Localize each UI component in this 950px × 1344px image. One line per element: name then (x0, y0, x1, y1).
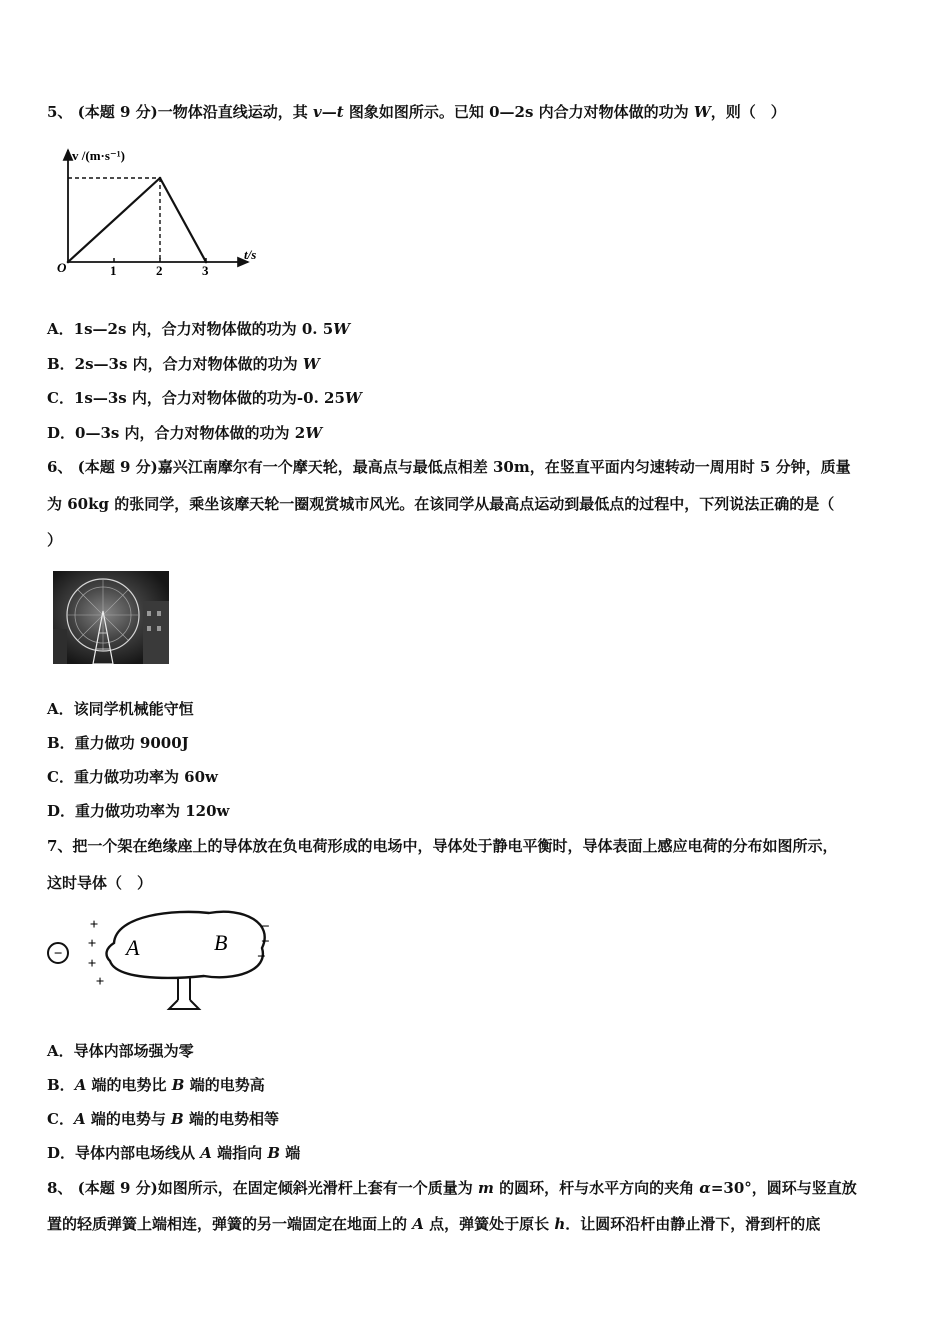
svg-text:−: − (53, 946, 63, 962)
x-tick-label-2: 2 (156, 263, 163, 275)
plus-charge-2: + (87, 936, 97, 952)
data-point-2 (159, 177, 162, 180)
q5-header: 5、 (本题 9 分)一物体沿直线运动，其 v—t 图象如图所示。已知 0—2s 内合力对物体做的功为 W，则（ ） (47, 103, 786, 121)
label-b: B (214, 930, 228, 955)
q7-option-c: C．A 端的电势与 B 端的电势相等 (47, 1110, 279, 1128)
q7-option-d: D．导体内部电场线从 A 端指向 B 端 (47, 1144, 301, 1162)
minus-charge-1: − (261, 919, 270, 935)
minus-charge-3: − (257, 949, 266, 965)
series-segment-1 (68, 178, 160, 262)
minus-charge-2: − (261, 934, 270, 950)
y-axis-label: v /(m·s⁻¹) (72, 148, 126, 163)
q6-line-2: 为 60kg 的张同学，乘坐该摩天轮一圈观赏城市风光。在该同学从最高点运动到最低点的过程中，下列说法正确的是（ (47, 495, 835, 513)
plus-charge-1: + (89, 917, 99, 933)
x-tick-label-3: 3 (202, 263, 209, 275)
q6-option-b: B．重力做功 9000J (47, 734, 189, 752)
q8-line-1: 8、 (本题 9 分)如图所示，在固定倾斜光滑杆上套有一个质量为 m 的圆环，杆与水平方向的夹角 α=30°，圆环与竖直放 (47, 1179, 857, 1197)
x-axis-label: t/s (244, 247, 257, 262)
q6-option-d: D．重力做功功率为 120w (47, 802, 230, 820)
q6-line-3: ） (47, 531, 63, 549)
x-tick-label-1: 1 (110, 263, 117, 275)
q6-option-a: A．该同学机械能守恒 (47, 700, 194, 718)
conductor-figure (44, 903, 276, 1015)
q5-option-b: B．2s—3s 内，合力对物体做的功为 W (47, 355, 320, 373)
q6-line-1: 6、 (本题 9 分)嘉兴江南摩尔有一个摩天轮，最高点与最低点相差 30m，在竖直平面内匀速转动一周用时 5 分钟，质量 (47, 458, 851, 476)
q7-line-2: 这时导体（ ） (47, 874, 153, 892)
plus-charge-3: + (87, 956, 97, 972)
label-a: A (126, 935, 140, 960)
vt-graph (52, 140, 272, 275)
q7-line-1: 7、把一个架在绝缘座上的导体放在负电荷形成的电场中，导体处于静电平衡时，导体表面上感应电荷的分布如图所示， (47, 837, 838, 855)
q7-option-a: A．导体内部场强为零 (47, 1042, 194, 1060)
origin-label: O (57, 260, 67, 275)
q5-option-d: D．0—3s 内，合力对物体做的功为 2W (47, 424, 323, 442)
q5-option-c: C．1s—3s 内，合力对物体做的功为-0. 25W (47, 389, 362, 407)
series-segment-2 (160, 178, 206, 262)
ferris-wheel-photo (53, 571, 169, 664)
q5-option-a: A．1s—2s 内，合力对物体做的功为 0. 5W (47, 320, 351, 338)
q8-line-2: 置的轻质弹簧上端相连，弹簧的另一端固定在地面上的 A 点，弹簧处于原长 h．让圆环沿杆由静止滑下，滑到杆的底 (47, 1215, 821, 1233)
q7-option-b: B．A 端的电势比 B 端的电势高 (47, 1076, 265, 1094)
data-point-3 (205, 261, 208, 264)
plus-charge-4: + (95, 974, 105, 990)
q6-option-c: C．重力做功功率为 60w (47, 768, 218, 786)
data-point-1 (67, 261, 70, 264)
